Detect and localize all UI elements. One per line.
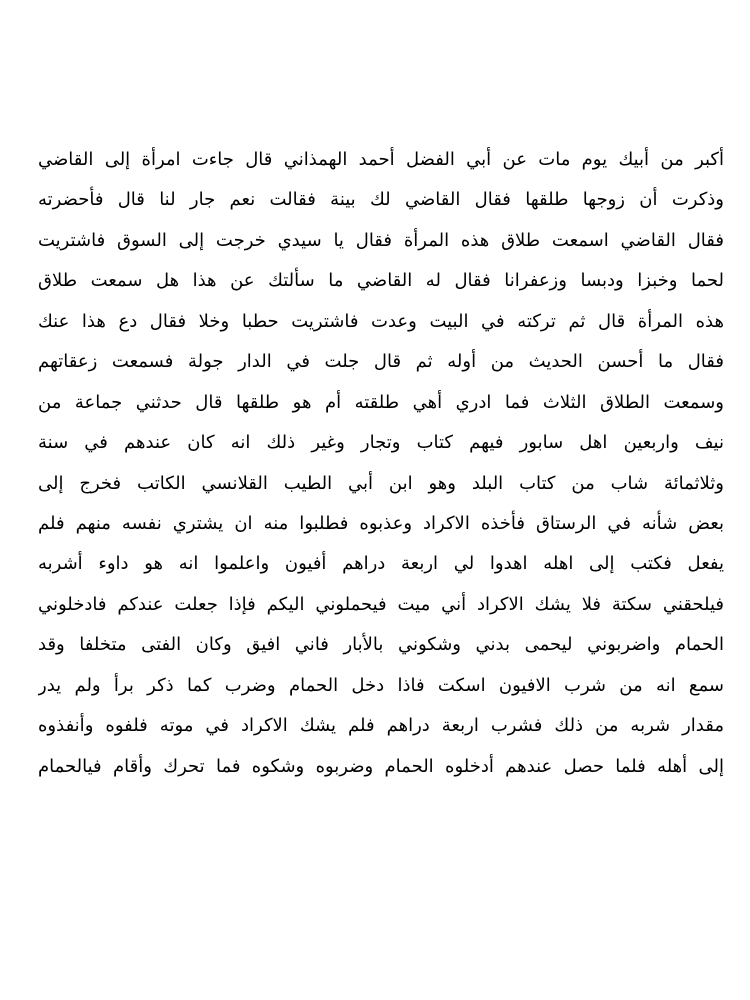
text-line-10: بعض شأنه في الرستاق فأخذه الاكراد وعذبوه فطلبوا منه ان يشتري نفسه منهم فلم xyxy=(38,512,724,534)
text-line-11: يفعل فكتب إلى اهله اهدوا لي اربعة دراهم أفيون واعلموا انه هو داوء أشربه xyxy=(38,553,724,575)
text-line-15: مقدار شربه من ذلك فشرب اربعة دراهم فلم يشك الاكراد في موته فلفوه وأنفذوه xyxy=(38,715,724,737)
text-line-3: فقال القاضي اسمعت طلاق هذه المرأة فقال يا سيدي خرجت إلى السوق فاشتريت xyxy=(38,229,724,251)
body-text xyxy=(38,140,724,787)
text-line-14: سمع انه من شرب الافيون اسكت فاذا دخل الحمام وضرب كما ذكر برأ ولم يدر xyxy=(38,674,724,696)
text-line-6: فقال ما أحسن الحديث من أوله ثم قال جلت في الدار جولة فسمعت زعقاتهم xyxy=(38,351,724,373)
text-line-16: إلى أهله فلما حصل عندهم أدخلوه الحمام وضربوه وشكوه فما تحرك وأقام فيالحمام xyxy=(38,755,724,777)
text-line-4: لحما وخبزا ودبسا وزعفرانا فقال له القاضي ما سألتك عن هذا هل سمعت طلاق xyxy=(38,270,724,292)
text-line-12: فيلحقني سكتة فلا يشك الاكراد أني ميت فيحملوني اليكم فإذا جعلت عندكم فادخلوني xyxy=(38,593,724,615)
text-line-9: وثلاثمائة شاب من كتاب البلد وهو ابن أبي الطيب القلانسي الكاتب فخرج إلى xyxy=(38,472,724,494)
text-line-13: الحمام واضربوني ليحمى بدني وشكوني بالأبار فاني افيق وكان الفتى متخلفا وقد xyxy=(38,634,724,656)
text-line-1: أكبر من أبيك يوم مات عن أبي الفضل أحمد الهمذاني قال جاءت امرأة إلى القاضي xyxy=(38,149,724,170)
text-line-2: وذكرت أن زوجها طلقها فقال القاضي لك بينة فقالت نعم جار لنا قال فأحضرته xyxy=(38,189,724,211)
text-line-5: هذه المرأة قال ثم تركته في البيت وعدت فاشتريت حطبا وخلا فقال دع هذا عنك xyxy=(38,310,724,332)
text-line-7: وسمعت الطلاق الثلاث فما ادري أهي طلقته أم هو طلقها قال حدثني جماعة من xyxy=(38,391,724,413)
text-line-8: نيف واربعين اهل سابور فيهم كتاب وتجار وغير ذلك انه كان عندهم في سنة xyxy=(38,432,724,454)
